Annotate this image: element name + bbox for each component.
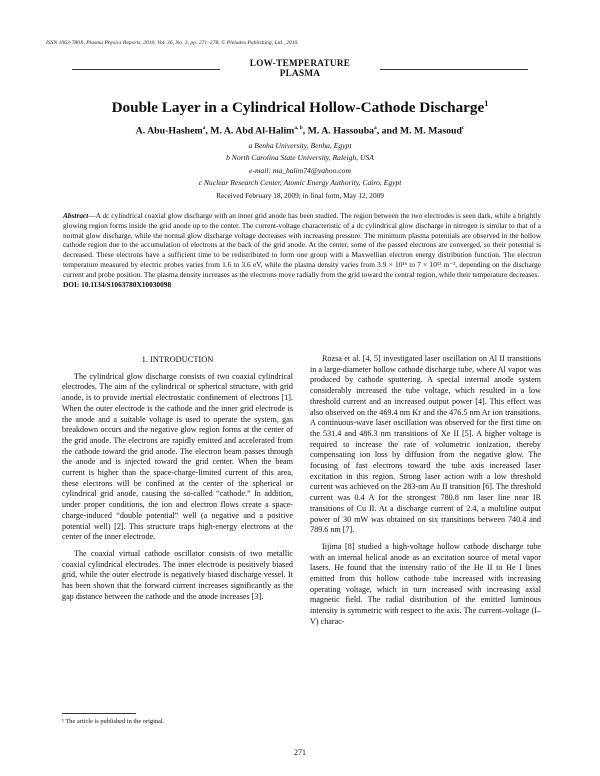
author-name: M. M. Masoud xyxy=(399,125,462,137)
section-category-line1: LOW-TEMPERATURE xyxy=(249,58,351,68)
article-title: Double Layer in a Cylindrical Hollow-Cathode Discharge$^1$ xyxy=(111,99,489,117)
affiliation: a Benha University, Benha, Egypt xyxy=(248,141,352,150)
section-heading: 1. INTRODUCTION xyxy=(141,355,214,364)
affiliation: c Nuclear Research Center, Atomic Energy Authority, Cairo, Egypt xyxy=(198,178,402,187)
paragraph: The cylindrical glow discharge consists of two coaxial cylindrical electrodes. The aim of the cylindrical or spherical structure, with grid anode, is to provide inertial electrostatic confinement of electrons [1]. When the outer electrode is the cathode and the inner grid electrode is the anode and a suitable voltage is used to operate the system, gas breakdown occurs and the negative glow region forms at the center of the grid anode. The electrons are rapidly emitted and accelerated from the cathode toward the grid anode. The electron beam passes through the anode and is injected toward the grid center. When the beam current is higher than the space-charge-limited current of this area, these electrons will be confined at the center of the spherical or cylindrical grid anode, causing the so-called “cathode.” In addition, under proper conditions, the ion and electron flows create a space-charge-induced “double potential” well (a negative and a positive potential well) [2]. This structure traps high-energy electrons at the center of the inner electrode. xyxy=(62,371,293,542)
abstract-label: Abstract xyxy=(63,211,89,220)
doi: DOI: 10.1134/S1063780X10030098 xyxy=(63,279,172,289)
paragraph: Iijima [8] studied a high-voltage hollow cathode discharge tube with an internal helical anode as an excitation source of metal vapor lasers. He found that the intensity ratio of the He II to He I lines emitted from this hollow cathode tube increased with increasing operating voltage, which in turn increased with increasing axial magnetic field. The radial distribution of the emitted luminous intensity is symmetric with respect to the axis. The current–voltage (I–V) charac- xyxy=(310,541,541,626)
section-category-line2: PLASMA xyxy=(279,68,321,78)
affiliation: b North Carolina State University, Raleigh, USA xyxy=(226,153,374,162)
author-list: A. Abu-Hashem$^a$, M. A. Abd Al-Halim$^{a, b}$, M. A. Hassouba$^a$, and M. M. Masoud$^c$ xyxy=(135,125,465,137)
right-rule xyxy=(380,69,528,70)
author-name: M. A. Abd Al-Halim xyxy=(210,125,295,137)
journal-citation: ISSN 1063-780X, Plasma Physics Reports, 2010, Vol. 36, No. 3, pp. 271–278. © Pleiades Publishing, Ltd., 2010. xyxy=(46,40,299,46)
author-name: A. Abu-Hashem xyxy=(135,125,203,137)
paragraph: The coaxial virtual cathode oscillator consists of two metallic coaxial cylindrical electrodes. The inner electrode is positively biased grid, while the outer electrode is negatively biased discharge vessel. It has been shown that the forward current increases significantly as the gap distance between the cathode and the anode increases [3]. xyxy=(62,548,293,601)
author-email: e-mail: ma_halim74@yahoo.com xyxy=(249,166,351,175)
page-number: 271 xyxy=(294,748,306,757)
received-dates: Received February 18, 2009; in final form, May 12, 2009 xyxy=(216,191,384,200)
abstract-text: —A dc cylindrical coaxial glow discharge with an inner grid anode has been studied. The region between the two electrodes is seen dark, while a brightly glowing region forms inside the grid anode up to the center. The current-voltage characteristic of a dc cylindrical glow discharge in nitrogen is similar to that of a normal glow discharge, while the normal glow discharge voltage decreases with increasing pressure. The minimum plasma potentials are observed in the hollow cathode region due to the accumulation of electrons at the back of the grid anode. At the center, some of the passed electrons are converged, so their potential is decreased. These electrons have a sufficient time to be redistributed to form one group with a Maxwellian electron energy distribution function. The electron temperature measured by electric probes varies from 1.6 to 3.6 eV, while the plasma density varies from 3.9 × 10¹⁶ to 7 × 10¹³ m⁻³, depending on the discharge current and probe position. The plasma density increases as the electrons move radially from the grid toward the central region, while their temperature decreases. xyxy=(63,211,541,279)
title-footnote-marker: 1 xyxy=(484,99,489,108)
author-name: M. A. Hassouba xyxy=(307,125,375,137)
footnote: ¹ The article is published in the original. xyxy=(62,718,165,725)
paragraph: Rozsa et al. [4, 5] investigated laser oscillation on Al II transitions in a large-diameter hollow cathode discharge tube, where Al vapor was produced by cathode sputtering. A special internal anode system considerably increased the tube voltage, which resulted in a low threshold current and an increased output power [4]. This effect was also observed on the 469.4 nm Kr and the 476.5 nm Ar ion transitions. A continuous-wave laser oscillation was observed for the first time on the 531.4 and 486.3 nm transitions of Xe II [5]. A higher voltage is required to increase the rate of volumetric ionization, thereby compensating ion loss by diffusion from the negative glow. The focusing of fast electrons toward the tube axis increased laser excitation in this region. Strong laser action with a low threshold current was achieved on the 283-nm Au II transition [6]. The threshold current was 0.4 A for the strongest 780.8 nm laser line near IR transitions of Cu II. At a discharge current of 2.4, a multiline output power of 30 mW was obtained on six transitions between 740.4 and 789.6 nm [7]. xyxy=(310,354,541,535)
footnote-rule xyxy=(62,713,136,714)
